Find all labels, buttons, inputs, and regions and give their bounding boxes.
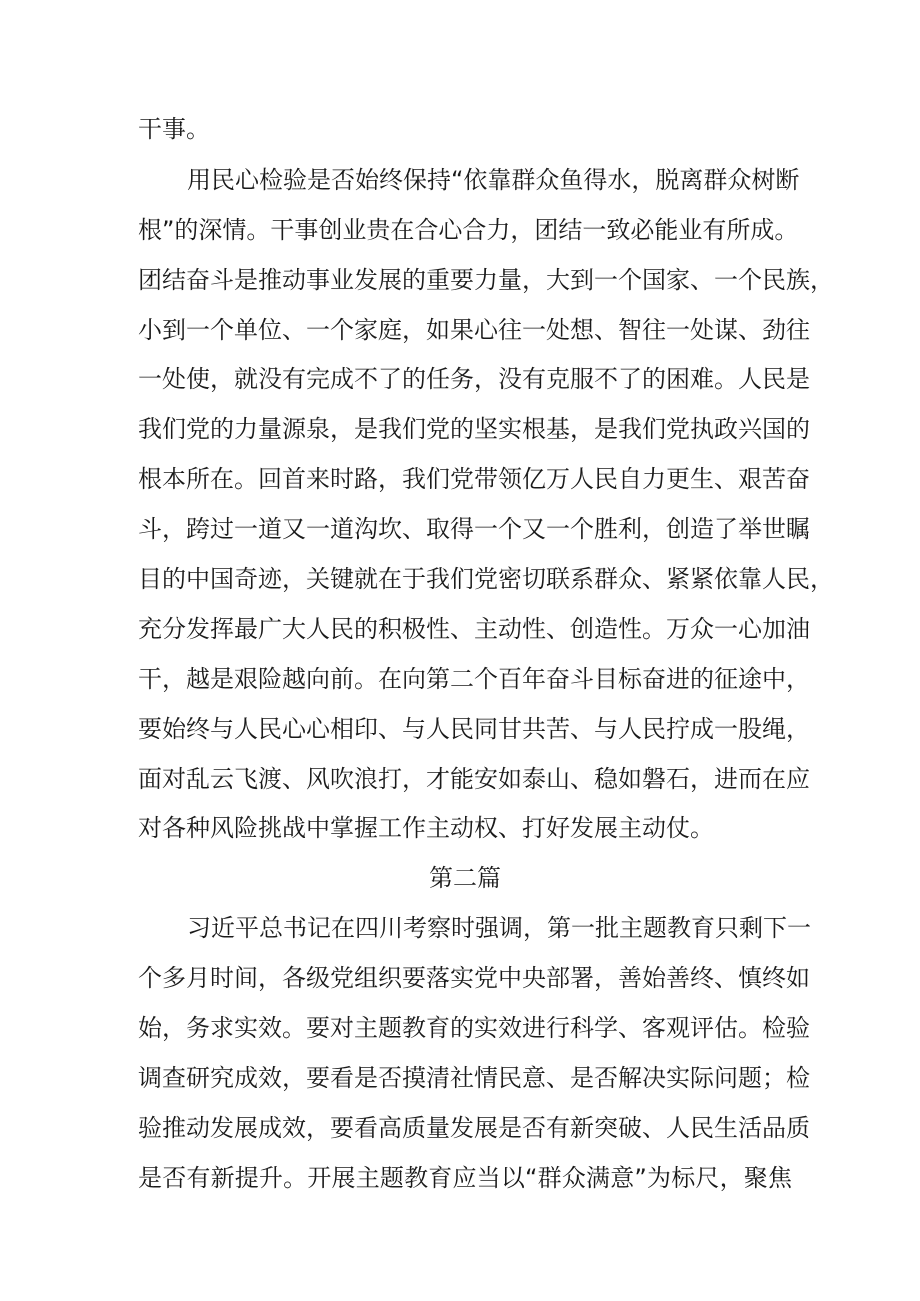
- paragraph-2-line-14: 对各种风险挑战中掌握工作主动权、打好发展主动仗。: [138, 814, 714, 842]
- paragraph-2-line-2: 根”的深情。干事创业贵在合心合力，团结一致必能业有所成。: [138, 216, 799, 244]
- paragraph-2-line-13: 面对乱云飞渡、风吹浪打，才能安如泰山、稳如磐石，进而在应: [138, 765, 810, 793]
- paragraph-2-line-1: 用民心检验是否始终保持“依靠群众鱼得水，脱离群众树断: [187, 166, 800, 194]
- section-heading: 第二篇: [429, 864, 501, 892]
- paragraph-2-line-9: 目的中国奇迹，关键就在于我们党密切联系群众、紧紧依靠人民，: [138, 565, 834, 593]
- paragraph-3-line-4: 调查研究成效，要看是否摸清社情民意、是否解决实际问题；检: [138, 1064, 810, 1092]
- paragraph-2-line-6: 我们党的力量源泉，是我们党的坚实根基，是我们党执政兴国的: [138, 415, 810, 443]
- paragraph-2-line-3: 团结奋斗是推动事业发展的重要力量，大到一个国家、一个民族，: [138, 266, 834, 294]
- paragraph-3-line-3: 始，务求实效。要对主题教育的实效进行科学、客观评估。检验: [138, 1014, 810, 1042]
- paragraph-2-line-8: 斗，跨过一道又一道沟坎、取得一个又一个胜利，创造了举世瞩: [138, 515, 810, 543]
- paragraph-2-line-4: 小到一个单位、一个家庭，如果心往一处想、智往一处谋、劲往: [138, 316, 810, 344]
- paragraph-1-line-1: 干事。: [138, 115, 210, 143]
- paragraph-2-line-10: 充分发挥最广大人民的积极性、主动性、创造性。万众一心加油: [138, 615, 810, 643]
- paragraph-3-line-5: 验推动发展成效，要看高质量发展是否有新突破、人民生活品质: [138, 1114, 810, 1142]
- paragraph-2-line-7: 根本所在。回首来时路，我们党带领亿万人民自力更生、艰苦奋: [138, 465, 810, 493]
- paragraph-3-line-6: 是否有新提升。开展主题教育应当以“群众满意”为标尺，聚焦: [138, 1164, 792, 1192]
- paragraph-2-line-5: 一处使，就没有完成不了的任务，没有克服不了的困难。人民是: [138, 365, 810, 393]
- paragraph-2-line-12: 要始终与人民心心相印、与人民同甘共苦、与人民拧成一股绳，: [138, 715, 810, 743]
- paragraph-3-line-2: 个多月时间，各级党组织要落实党中央部署，善始善终、慎终如: [138, 964, 810, 992]
- paragraph-2-line-11: 干，越是艰险越向前。在向第二个百年奋斗目标奋进的征途中，: [138, 665, 810, 693]
- paragraph-3-line-1: 习近平总书记在四川考察时强调，第一批主题教育只剩下一: [187, 914, 811, 942]
